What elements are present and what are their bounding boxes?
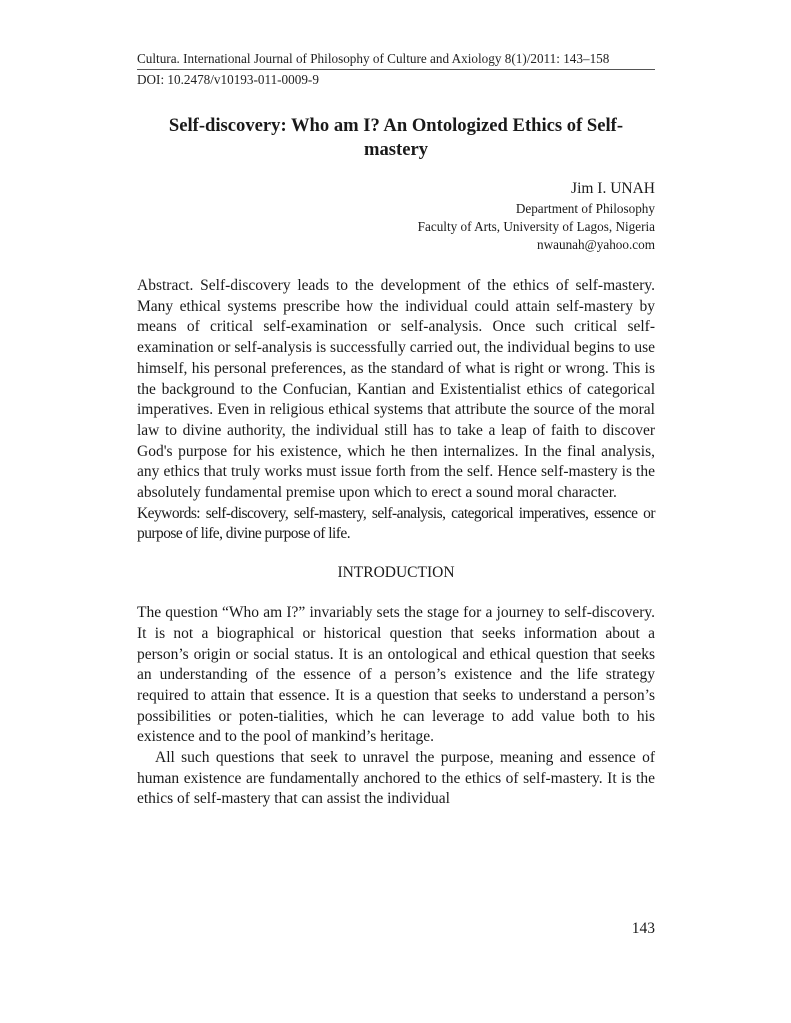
paper-page (137, 50, 655, 810)
section-heading-introduction: INTRODUCTION (337, 564, 455, 582)
paper-title: Self-discovery: Who am I? An Ontologized Ethics of Self-mastery (168, 115, 624, 160)
author-department: Department of Philosophy (515, 201, 655, 216)
author-faculty: Faculty of Arts, University of Lagos, Nigeria (417, 219, 655, 234)
author-block (137, 178, 655, 254)
abstract: Abstract. Self-discovery leads to the development of the ethics of self-mastery. Many ethical systems prescribe how the individual could attain self-mastery by means of critical self-examination or self-analysis. Once such critical self-examination or self-analysis is successfully carried out, the individual begins to use himself, his personal preferences, as the standard of what is right or wrong. This is the background to the Confucian, Kantian and Existentialist ethics of categorical imperatives. Even in religious ethical systems that attribute the source of the moral law to divine authority, the individual still has to take a leap of faith to discover God's purpose for his existence, which he then internalizes. In the final analysis, any ethics that truly works must issue forth from the self. Hence self-mastery is the absolutely fundamental premise upon which to erect a sound moral character. (137, 277, 655, 502)
doi-line: DOI: 10.2478/v10193-011-0009-9 (137, 72, 319, 87)
body-paragraph: The question “Who am I?” invariably sets the stage for a journey to self-discovery. It is not a biographical or historical question that seeks information about a person’s origin or social status. It is an ontological and ethical question that seeks an understanding of the essence of a person’s existence and the life strategy required to attain that essence. It is a question that seeks to understand a person’s possibilities or poten-tialities, which he can leverage to add value both to his existence and to the pool of mankind’s heritage. (137, 604, 655, 746)
keywords: Keywords: self-discovery, self-mastery, self-analysis, categorical imperatives, essence or purpose of life, divine purpose of life. (137, 504, 655, 543)
page-number: 143 (631, 920, 655, 937)
body-paragraph: All such questions that seek to unravel the purpose, meaning and essence of human existence are fundamentally anchored to the ethics of self-mastery. It is the ethics of self-mastery that can assist the individual (137, 749, 655, 808)
author-name: Jim I. UNAH (571, 180, 655, 197)
journal-running-head: Cultura. International Journal of Philosophy of Culture and Axiology 8(1)/2011: 143–158 (137, 51, 610, 66)
author-email: nwaunah@yahoo.com (537, 237, 655, 252)
header-rule (137, 69, 655, 70)
